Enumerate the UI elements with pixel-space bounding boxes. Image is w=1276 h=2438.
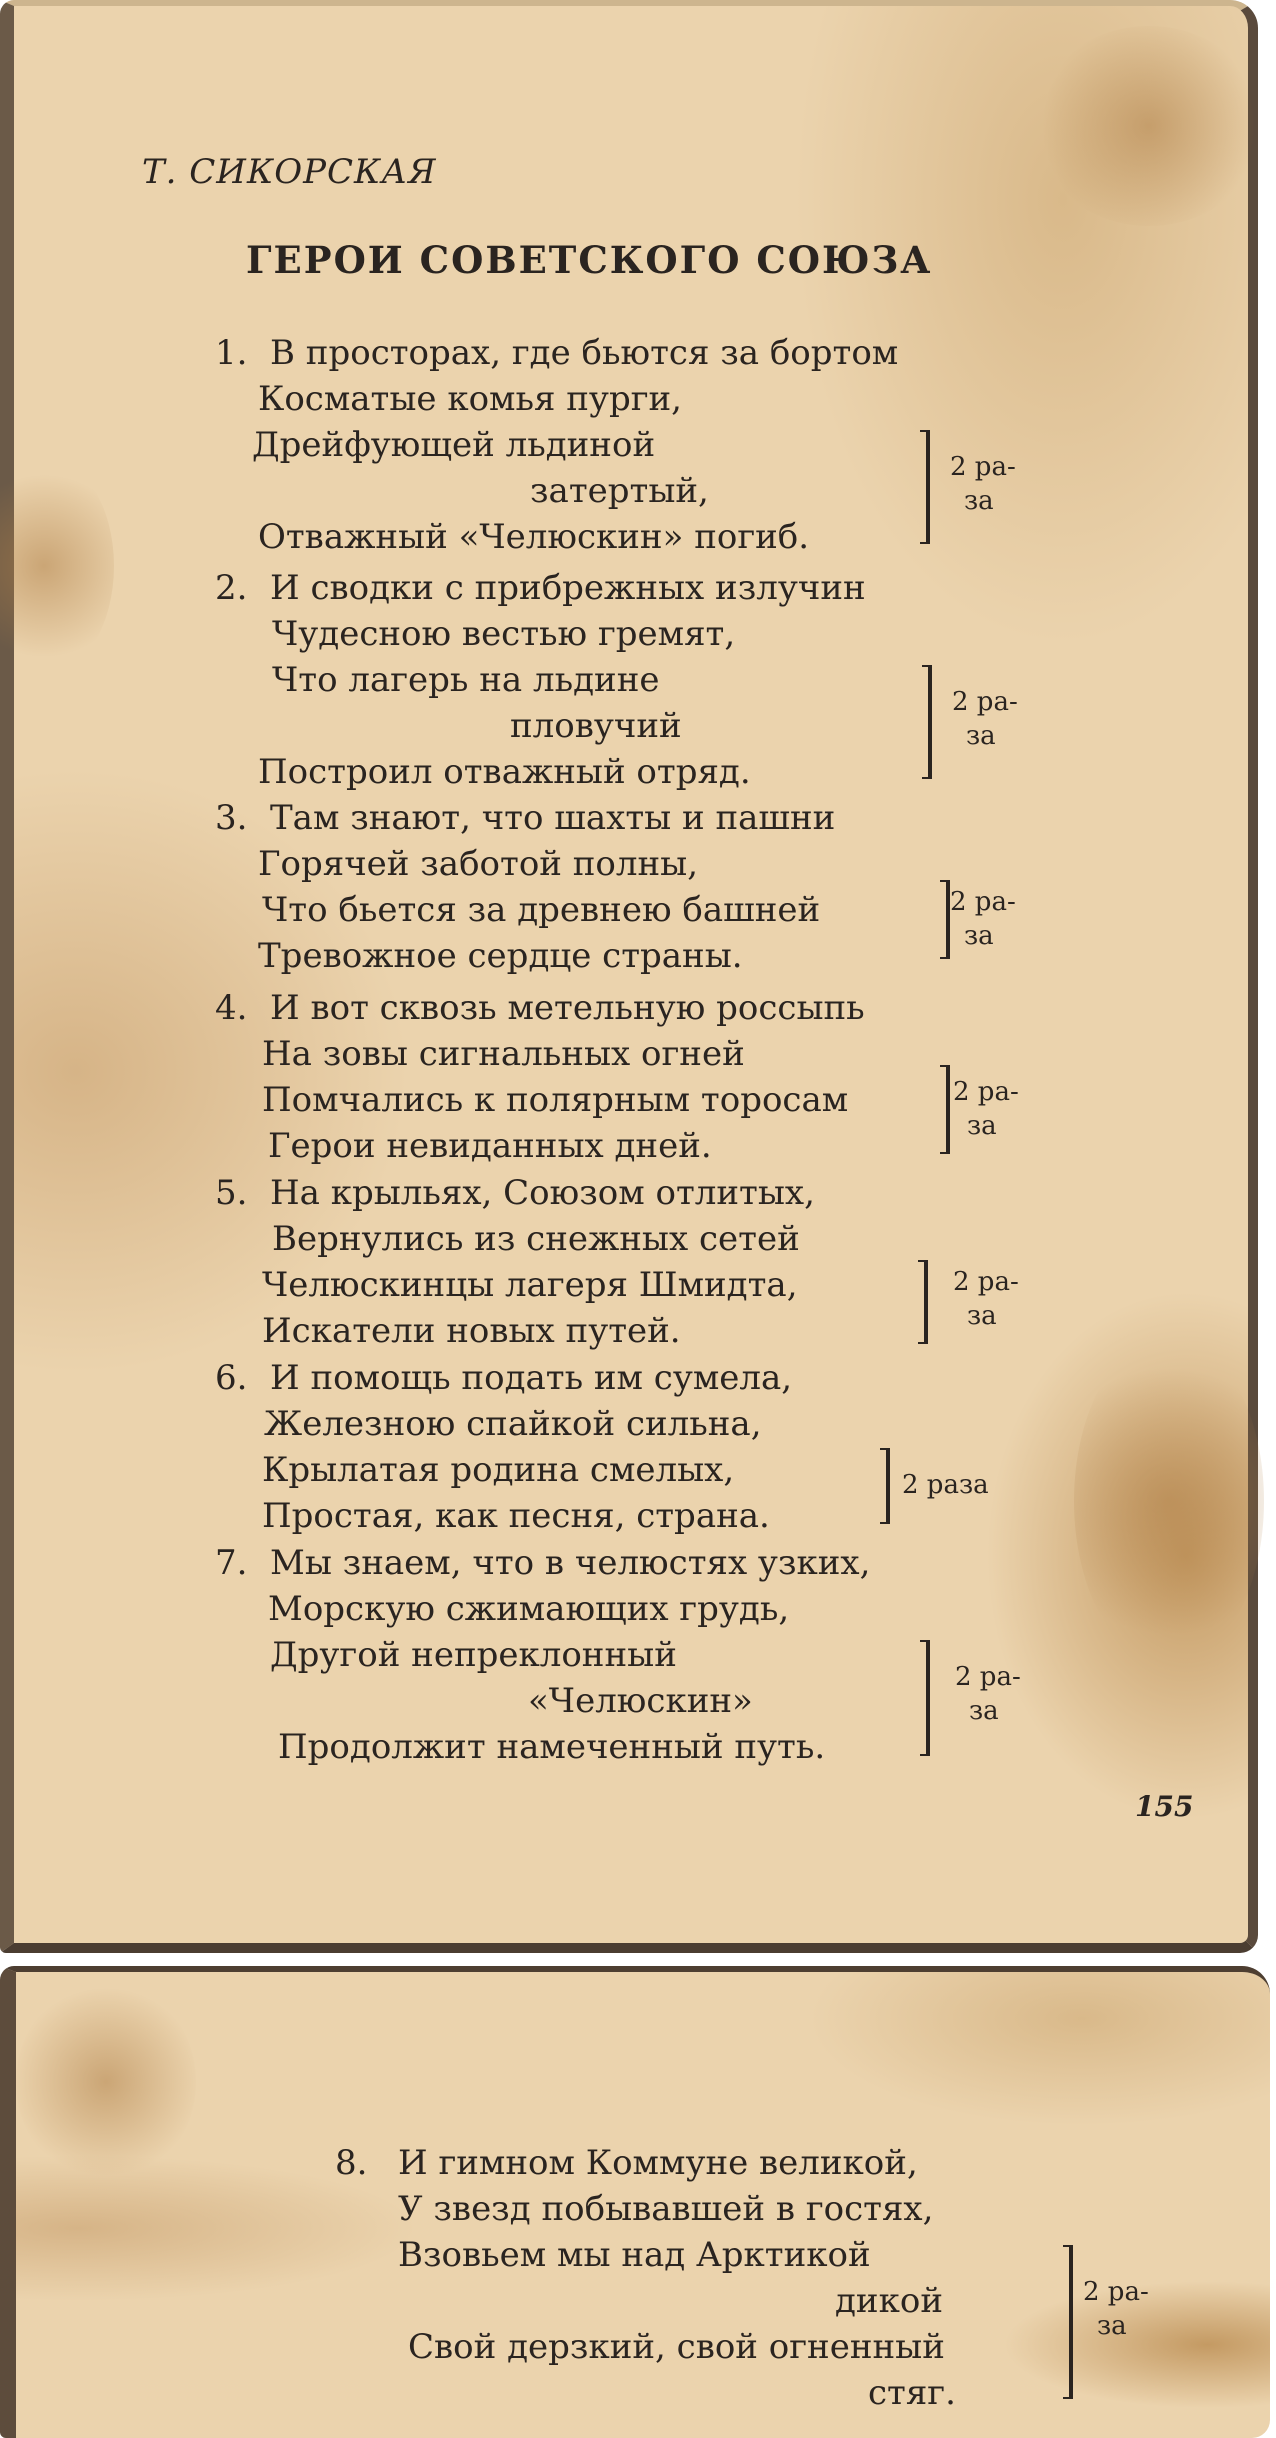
repeat-bracket bbox=[1063, 2245, 1073, 2399]
verse-line: Свой дерзкий, свой огненный bbox=[408, 2327, 945, 2367]
stanza-number: 2. bbox=[215, 568, 248, 608]
verse-line: Продолжит намеченный путь. bbox=[278, 1727, 826, 1767]
verse-line: стяг. bbox=[868, 2373, 956, 2413]
repeat-marker-text: 2 ра- bbox=[953, 1077, 1019, 1107]
stanza-number: 4. bbox=[215, 988, 248, 1028]
verse-line: Отважный «Челюскин» погиб. bbox=[258, 517, 810, 557]
verse-line: В просторах, где бьются за бортом bbox=[270, 333, 899, 373]
verse-line: Крылатая родина смелых, bbox=[262, 1450, 735, 1490]
repeat-marker-text: 2 раза bbox=[902, 1470, 989, 1500]
repeat-bracket bbox=[922, 665, 932, 779]
verse-line: Взовьем мы над Арктикой bbox=[398, 2235, 871, 2275]
verse-line: Простая, как песня, страна. bbox=[262, 1496, 770, 1536]
page-number: 155 bbox=[1135, 1790, 1194, 1823]
verse-line: Дрейфующей льдиной bbox=[252, 425, 656, 465]
verse-line: И вот сквозь метельную россыпь bbox=[270, 988, 865, 1028]
verse-line: Герои невиданных дней. bbox=[268, 1126, 712, 1166]
verse-line: И помощь подать им сумела, bbox=[270, 1358, 793, 1398]
verse-line: Другой непреклонный bbox=[270, 1635, 677, 1675]
repeat-marker-text: за bbox=[964, 486, 994, 516]
verse-line: Построил отважный отряд. bbox=[258, 752, 751, 792]
verse-line: Помчались к полярным торосам bbox=[262, 1080, 849, 1120]
repeat-marker bbox=[1083, 2275, 1149, 2343]
author-name: Т. СИКОРСКАЯ bbox=[142, 152, 437, 192]
verse-line: Вернулись из снежных сетей bbox=[272, 1219, 800, 1259]
repeat-marker-text: 2 ра- bbox=[955, 1662, 1021, 1692]
verse-line: Что лагерь на льдине bbox=[272, 660, 660, 700]
repeat-marker-text: 2 ра- bbox=[953, 1267, 1019, 1297]
verse-line: И сводки с прибрежных излучин bbox=[270, 568, 866, 608]
stanza-number: 7. bbox=[215, 1543, 248, 1583]
repeat-marker bbox=[902, 1468, 989, 1502]
verse-line: Косматые комья пурги, bbox=[258, 379, 682, 419]
verse-line: Челюскинцы лагеря Шмидта, bbox=[262, 1265, 798, 1305]
verse-line: Мы знаем, что в челюстях узких, bbox=[270, 1543, 871, 1583]
repeat-bracket bbox=[940, 880, 950, 959]
verse-line: пловучий bbox=[510, 706, 682, 746]
verse-line: Морскую сжимающих грудь, bbox=[268, 1589, 790, 1629]
repeat-marker bbox=[955, 1660, 1021, 1728]
verse-line: «Челюскин» bbox=[528, 1681, 753, 1721]
poem-title: ГЕРОИ СОВЕТСКОГО СОЮЗА bbox=[246, 238, 933, 282]
repeat-marker bbox=[953, 1265, 1019, 1333]
verse-line: Что бьется за древнею башней bbox=[262, 890, 821, 930]
repeat-marker bbox=[950, 450, 1016, 518]
repeat-bracket bbox=[918, 1260, 928, 1344]
stanza-number: 5. bbox=[215, 1173, 248, 1213]
repeat-marker bbox=[953, 1075, 1019, 1143]
verse-line: Горячей заботой полны, bbox=[258, 844, 699, 884]
repeat-bracket bbox=[940, 1065, 950, 1154]
repeat-marker bbox=[952, 685, 1018, 753]
stanza-number: 8. bbox=[335, 2143, 368, 2183]
repeat-bracket bbox=[920, 1640, 930, 1756]
repeat-marker-text: за bbox=[967, 1111, 997, 1141]
verse-line: Чудесною вестью гремят, bbox=[272, 614, 736, 654]
repeat-marker-text: за bbox=[964, 921, 994, 951]
verse-line: Железною спайкой сильна, bbox=[264, 1404, 762, 1444]
verse-line: Искатели новых путей. bbox=[262, 1311, 681, 1351]
repeat-marker-text: 2 ра- bbox=[950, 452, 1016, 482]
verse-line: И гимном Коммуне великой, bbox=[398, 2143, 918, 2183]
verse-line: Тревожное сердце страны. bbox=[258, 936, 743, 976]
stanza-number: 3. bbox=[215, 798, 248, 838]
verse-line: Там знают, что шахты и пашни bbox=[270, 798, 836, 838]
repeat-bracket bbox=[920, 430, 930, 544]
verse-line: На крыльях, Союзом отлитых, bbox=[270, 1173, 815, 1213]
repeat-bracket bbox=[880, 1448, 890, 1524]
repeat-marker-text: 2 ра- bbox=[950, 887, 1016, 917]
repeat-marker-text: за bbox=[967, 1301, 997, 1331]
repeat-marker-text: 2 ра- bbox=[952, 687, 1018, 717]
repeat-marker bbox=[950, 885, 1016, 953]
verse-line: затертый, bbox=[530, 471, 709, 511]
repeat-marker-text: 2 ра- bbox=[1083, 2277, 1149, 2307]
verse-line: На зовы сигнальных огней bbox=[262, 1034, 745, 1074]
repeat-marker-text: за bbox=[1097, 2311, 1127, 2341]
verse-line: У звезд побывавшей в гостях, bbox=[398, 2189, 934, 2229]
stanza-number: 6. bbox=[215, 1358, 248, 1398]
verse-line: дикой bbox=[835, 2281, 943, 2321]
stanza-number: 1. bbox=[215, 333, 248, 373]
repeat-marker-text: за bbox=[969, 1696, 999, 1726]
repeat-marker-text: за bbox=[966, 721, 996, 751]
